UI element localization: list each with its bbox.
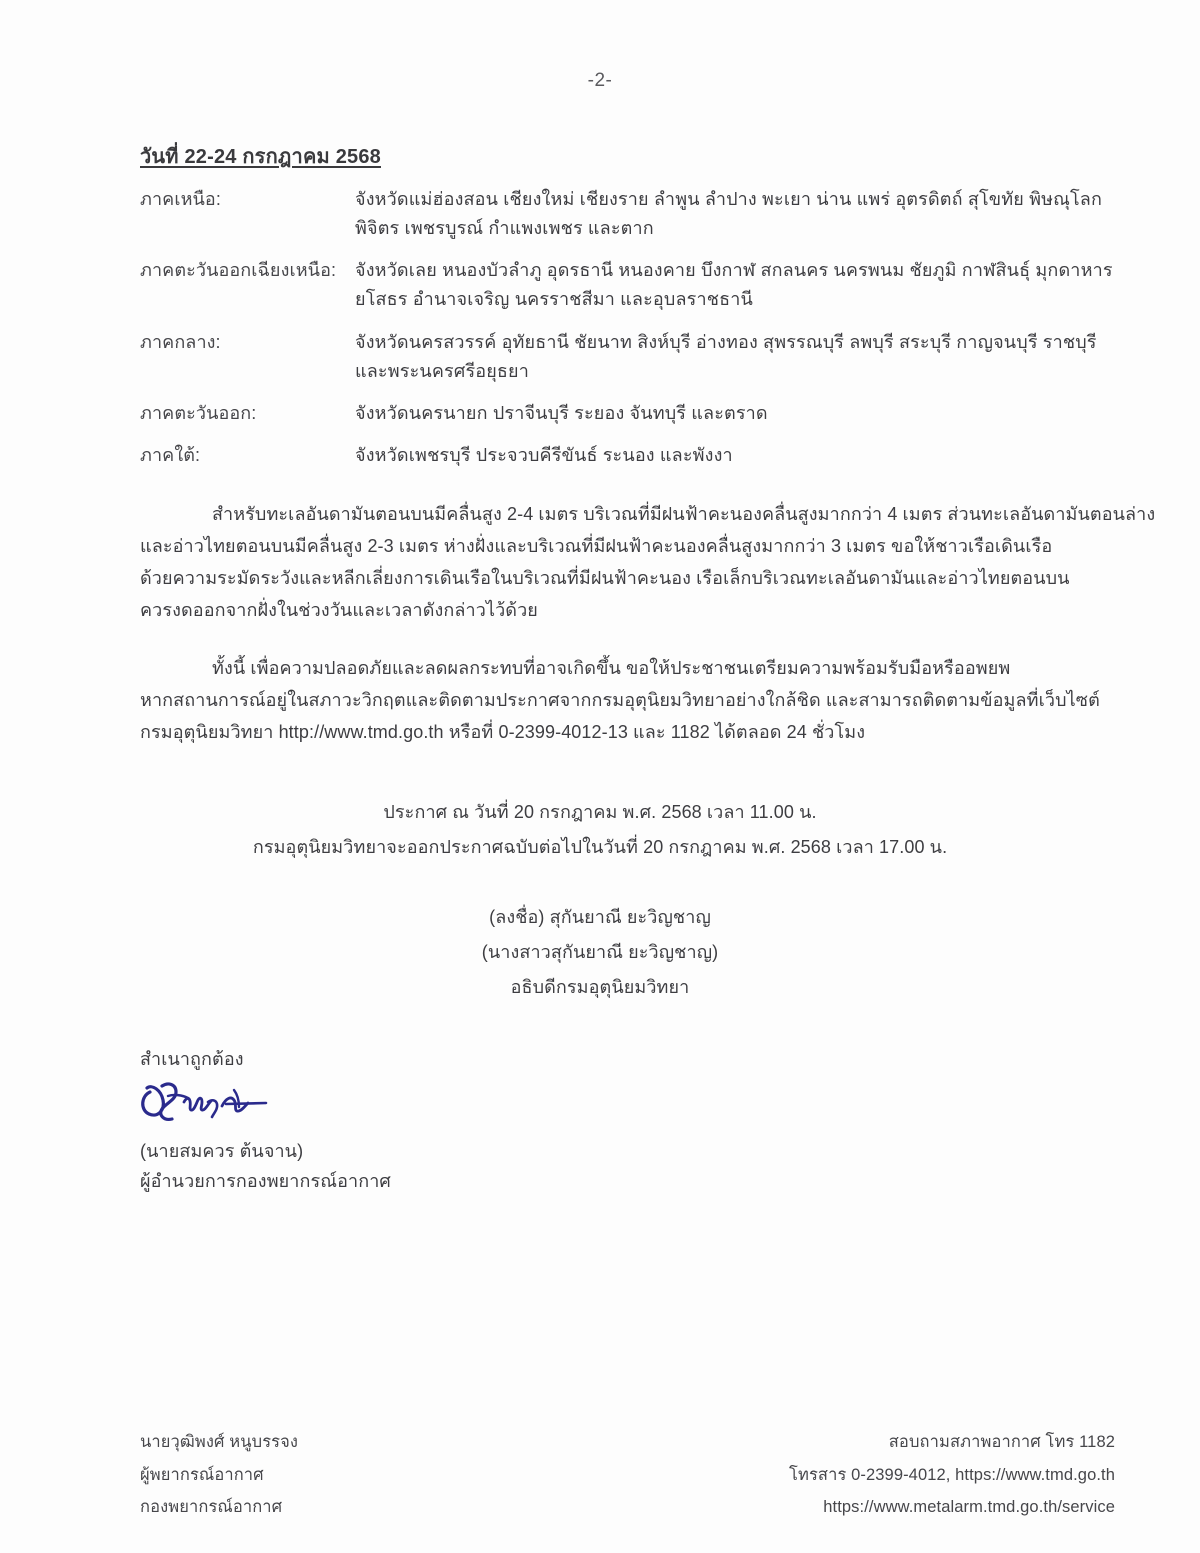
handwritten-signature-icon — [138, 1076, 273, 1134]
paragraph-line: หากสถานการณ์อยู่ในสภาวะวิกฤตและติดตามประกาศจากกรมอุตุนิยมวิทยาอย่างใกล้ชิด และสามารถติดตามข้อมูลที่เว็บไซต์ — [140, 690, 1100, 711]
paragraph-line: สำหรับทะเลอันดามันตอนบนมีคลื่นสูง 2-4 เมตร บริเวณที่มีฝนฟ้าคะนองคลื่นสูงมากกว่า 4 เมตร ส่วนทะเลอันดามันตอนล่าง — [212, 504, 1156, 524]
region-province-line: พิจิตร เพชรบูรณ์ กำแพงเพชร และตาก — [355, 218, 654, 239]
page-number: -2- — [587, 70, 613, 91]
region-provinces — [355, 256, 1113, 314]
page-footer — [140, 1426, 1115, 1523]
footer-line: กองพยากรณ์อากาศ — [140, 1497, 283, 1516]
footer-contact-phone: สอบถามสภาพอากาศ โทร 1182 — [888, 1433, 1115, 1452]
announcement-block — [0, 795, 1200, 865]
footer-forecaster-info — [140, 1426, 298, 1523]
paragraph-marine-warning — [140, 498, 1156, 626]
region-row-northeast — [140, 256, 1113, 314]
region-row-north — [140, 185, 1103, 243]
region-provinces — [355, 399, 1095, 428]
region-province-line: จังหวัดแม่ฮ่องสอน เชียงใหม่ เชียงราย ลำพูน ลำปาง พะเยา น่าน แพร่ อุตรดิตถ์ สุโขทัย พิษณุโลก — [355, 189, 1103, 209]
paragraph-line: ควรงดออกจากฝั่งในช่วงวันและเวลาดังกล่าวไว้ด้วย — [140, 600, 538, 621]
signature-block — [0, 900, 1200, 1005]
region-label: ภาคใต้: — [140, 445, 201, 466]
date-heading: วันที่ 22-24 กรกฎาคม 2568 — [140, 146, 381, 168]
region-row-south — [140, 441, 1095, 470]
body-paragraphs — [140, 498, 1156, 774]
footer-line: ผู้พยากรณ์อากาศ — [140, 1465, 264, 1484]
paragraph-line: ด้วยความระมัดระวังและหลีกเลี่ยงการเดินเรือในบริเวณที่มีฝนฟ้าคะนอง เรือเล็กบริเวณทะเลอันดามันและอ่าวไทยตอนบน — [140, 568, 1070, 589]
region-province-line: และพระนครศรีอยุธยา — [355, 360, 530, 381]
certification-block — [140, 1045, 600, 1197]
region-provinces — [355, 328, 1097, 386]
region-province-line: จังหวัดเลย หนองบัวลำภู อุดรธานี หนองคาย บึงกาฬ สกลนคร นครพนม ชัยภูมิ กาฬสินธุ์ มุกดาหาร — [355, 260, 1113, 281]
region-label: ภาคกลาง: — [140, 331, 221, 352]
announcement-next-line: กรมอุตุนิยมวิทยาจะออกประกาศฉบับต่อไปในวันที่ 20 กรกฎาคม พ.ศ. 2568 เวลา 17.00 น. — [252, 837, 948, 858]
region-province-line: จังหวัดนครสวรรค์ อุทัยธานี ชัยนาท สิงห์บุรี อ่างทอง สุพรรณบุรี ลพบุรี สระบุรี กาญจนบุรี ราชบุรี — [355, 331, 1097, 352]
certification-title: สำเนาถูกต้อง — [140, 1049, 244, 1069]
region-row-central — [140, 328, 1095, 386]
paragraph-safety-advisory — [140, 652, 1100, 748]
paragraph-line: กรมอุตุนิยมวิทยา http://www.tmd.go.th หรือที่ 0-2399-4012-13 และ 1182 ได้ตลอด 24 ชั่วโมง — [140, 722, 866, 743]
signature-signed-line: (ลงชื่อ) สุกันยาณี ยะวิญชาญ — [489, 907, 711, 927]
certification-name: (นายสมควร ต้นจาน) — [140, 1140, 304, 1161]
certification-position: ผู้อำนวยการกองพยากรณ์อากาศ — [140, 1171, 391, 1192]
region-province-line: จังหวัดเพชรบุรี ประจวบคีรีขันธ์ ระนอง และพังงา — [355, 445, 733, 466]
paragraph-line: และอ่าวไทยตอนบนมีคลื่นสูง 2-3 เมตร ห่างฝั่งและบริเวณที่มีฝนฟ้าคะนองคลื่นสูงมากกว่า 3 เมตร ขอให้ชาวเรือเดินเรือ — [140, 536, 1053, 557]
footer-line: นายวุฒิพงศ์ หนูบรรจง — [140, 1433, 299, 1452]
region-province-line: ยโสธร อำนาจเจริญ นครราชสีมา และอุบลราชธานี — [355, 289, 753, 310]
region-provinces — [355, 185, 1102, 243]
region-label: ภาคตะวันออกเฉียงเหนือ: — [140, 260, 337, 281]
region-row-east — [140, 399, 1095, 428]
footer-contact-fax-website: โทรสาร 0-2399-4012, https://www.tmd.go.th — [789, 1465, 1115, 1484]
announcement-issued-line: ประกาศ ณ วันที่ 20 กรกฎาคม พ.ศ. 2568 เวลา 11.00 น. — [383, 802, 817, 822]
region-list — [140, 185, 1113, 483]
region-label: ภาคเหนือ: — [140, 189, 221, 209]
footer-contact-service-url: https://www.metalarm.tmd.go.th/service — [823, 1497, 1115, 1516]
footer-contact-info — [789, 1426, 1115, 1523]
region-label: ภาคตะวันออก: — [140, 402, 257, 423]
region-provinces — [355, 441, 1095, 470]
signature-name-line: (นางสาวสุกันยาณี ยะวิญชาญ) — [481, 942, 719, 963]
signature-position-line: อธิบดีกรมอุตุนิยมวิทยา — [510, 977, 690, 998]
region-province-line: จังหวัดนครนายก ปราจีนบุรี ระยอง จันทบุรี และตราด — [355, 402, 768, 423]
paragraph-line: ทั้งนี้ เพื่อความปลอดภัยและลดผลกระทบที่อาจเกิดขึ้น ขอให้ประชาชนเตรียมความพร้อมรับมือหรืออพยพ — [212, 658, 1011, 679]
